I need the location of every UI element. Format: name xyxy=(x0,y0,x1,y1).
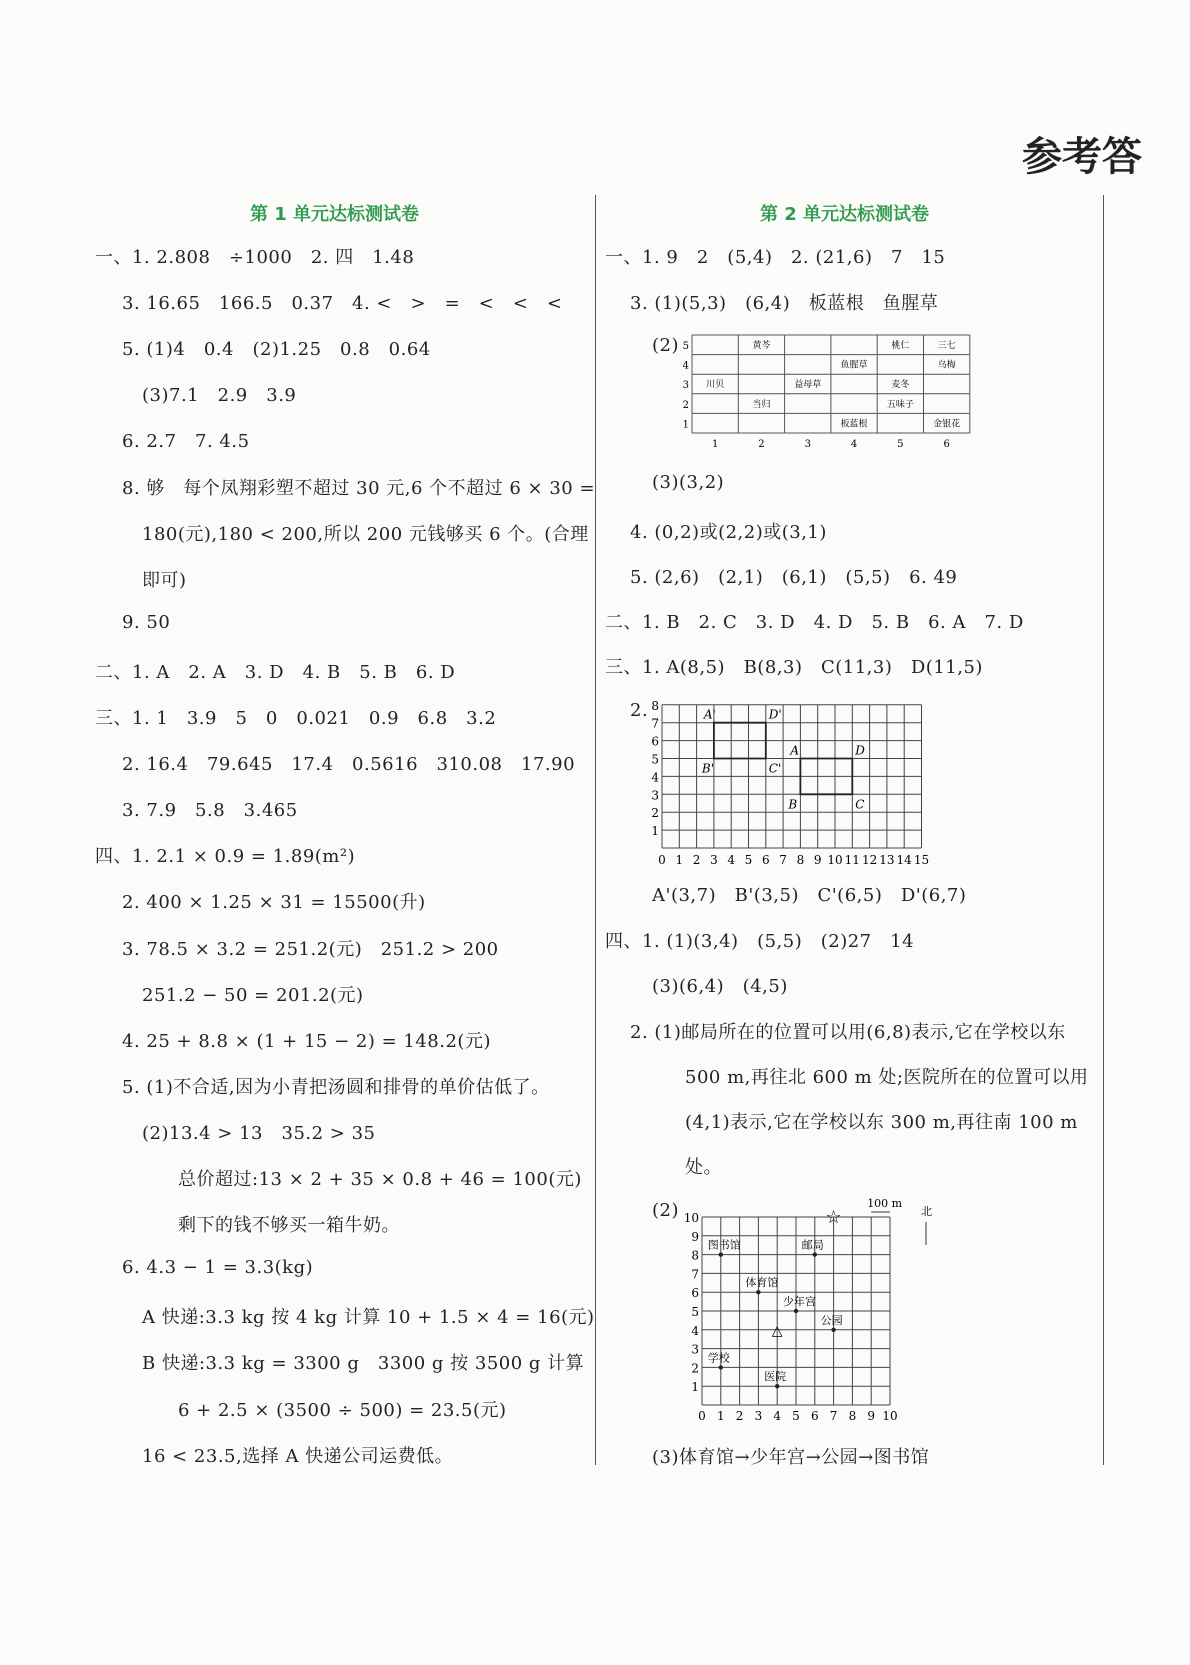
y-tick: 7 xyxy=(691,1267,699,1282)
answer-line: 180(元),180 < 200,所以 200 元钱够买 6 个。(合理 xyxy=(142,523,589,545)
row-label: 1 xyxy=(682,419,689,431)
table-cell: 麦冬 xyxy=(891,380,910,391)
vertex-label: B xyxy=(788,797,798,812)
triangle-icon: △ xyxy=(771,1322,783,1339)
map-point xyxy=(813,1252,817,1256)
x-tick: 4 xyxy=(727,853,736,867)
map-point xyxy=(831,1328,835,1332)
row-label: 2 xyxy=(682,399,689,411)
answer-line: 16 < 23.5,选择 A 快递公司运费低。 xyxy=(142,1445,454,1467)
answer-line: 5. (1)不合适,因为小青把汤圆和排骨的单价估低了。 xyxy=(122,1076,550,1098)
row-label: 4 xyxy=(682,360,689,372)
y-tick: 2 xyxy=(691,1361,699,1376)
x-tick: 1 xyxy=(675,853,684,867)
x-tick: 3 xyxy=(710,853,718,867)
answer-line: 2. (1)邮局所在的位置可以用(6,8)表示,它在学校以东 xyxy=(630,1022,1066,1043)
x-tick: 11 xyxy=(844,853,860,867)
x-tick: 0 xyxy=(698,1409,706,1423)
y-tick: 6 xyxy=(651,734,659,749)
answer-line: 3. 78.5 × 3.2 = 251.2(元) 251.2 > 200 xyxy=(122,938,499,960)
answer-line: (3)体育馆→少年宫→公园→图书馆 xyxy=(652,1447,930,1468)
col-label: 6 xyxy=(943,439,950,450)
left-section-title: 第 1 单元达标测试卷 xyxy=(250,204,420,225)
answer-line: 5. (2,6) (2,1) (6,1) (5,5) 6. 49 xyxy=(630,567,958,588)
x-tick: 15 xyxy=(913,853,930,867)
table-label: (2) xyxy=(652,335,679,356)
map-point-label: 图书馆 xyxy=(707,1238,741,1252)
map-point-label: 体育馆 xyxy=(745,1276,779,1290)
answer-line: 6. 2.7 7. 4.5 xyxy=(122,431,250,453)
table-cell: 三七 xyxy=(937,341,956,351)
answer-line: (4,1)表示,它在学校以东 300 m,再往南 100 m xyxy=(685,1112,1078,1133)
star-icon: ☆ xyxy=(825,1207,842,1228)
x-tick: 8 xyxy=(796,853,805,867)
answer-line: 剩下的钱不够买一箱牛奶。 xyxy=(178,1215,400,1237)
vertex-label: C' xyxy=(768,761,782,776)
answer-line: 3. (1)(5,3) (6,4) 板蓝根 鱼腥草 xyxy=(630,293,939,314)
map-point xyxy=(756,1290,760,1294)
y-tick: 1 xyxy=(691,1380,699,1395)
x-tick: 2 xyxy=(735,1409,744,1423)
x-tick: 8 xyxy=(848,1409,857,1423)
map-point xyxy=(794,1309,798,1313)
y-tick: 5 xyxy=(691,1305,699,1319)
answer-line: 三、1. 1 3.9 5 0 0.021 0.9 6.8 3.2 xyxy=(95,708,497,729)
y-tick: 8 xyxy=(691,1248,699,1263)
north-label: 北 xyxy=(921,1205,932,1218)
table-cell: 金银花 xyxy=(933,419,961,430)
answer-line: 3. 7.9 5.8 3.465 xyxy=(122,800,298,822)
map-point-label: 公园 xyxy=(820,1313,843,1327)
table-cell: 板蓝根 xyxy=(840,419,868,430)
answer-line: (3)(3,2) xyxy=(652,472,725,493)
answer-line: 处。 xyxy=(685,1157,722,1178)
answer-line: B 快递:3.3 kg = 3300 g 3300 g 按 3500 g 计算 xyxy=(142,1353,585,1375)
vertex-label: C xyxy=(855,797,865,812)
y-tick: 8 xyxy=(651,698,659,713)
x-tick: 9 xyxy=(867,1409,876,1423)
x-tick: 7 xyxy=(779,853,787,867)
map-point-label: 邮局 xyxy=(801,1238,824,1252)
table-cell: 益母草 xyxy=(794,380,822,391)
map-point-label: 少年宫 xyxy=(783,1295,816,1308)
answer-line: (3)7.1 2.9 3.9 xyxy=(142,385,297,407)
x-tick: 3 xyxy=(754,1409,763,1423)
answer-line: 4. (0,2)或(2,2)或(3,1) xyxy=(630,522,827,543)
table-cell: 桃仁 xyxy=(891,341,910,351)
col-label: 4 xyxy=(850,439,858,450)
x-tick: 5 xyxy=(744,853,753,867)
map-point-label: 医院 xyxy=(764,1370,787,1384)
x-tick: 13 xyxy=(879,853,895,867)
x-tick: 6 xyxy=(761,853,770,867)
y-tick: 2 xyxy=(651,806,659,821)
x-tick: 5 xyxy=(792,1409,800,1423)
col-label: 3 xyxy=(804,439,811,450)
right-section-title: 第 2 单元达标测试卷 xyxy=(760,204,930,225)
x-tick: 2 xyxy=(692,853,701,867)
answer-line: 二、1. B 2. C 3. D 4. D 5. B 6. A 7. D xyxy=(605,612,1024,633)
answer-line: 3. 16.65 166.5 0.37 4. < > = < < < xyxy=(122,293,563,315)
vertex-label: D xyxy=(855,743,865,758)
column-divider xyxy=(595,195,596,1465)
answer-line: 9. 50 xyxy=(122,611,171,633)
y-tick: 4 xyxy=(651,770,659,785)
vertex-label: B' xyxy=(701,761,715,776)
grid-label: (2) xyxy=(652,1200,679,1221)
grid-label: 2. xyxy=(630,700,649,721)
page-title: 参考答 xyxy=(1022,133,1142,180)
vertex-label: A xyxy=(790,743,800,758)
table-cell: 黄芩 xyxy=(752,341,771,351)
answer-line: (2)13.4 > 13 35.2 > 35 xyxy=(142,1122,376,1144)
answer-line: A 快递:3.3 kg 按 4 kg 计算 10 + 1.5 × 4 = 16(元) xyxy=(142,1307,595,1329)
y-tick: 6 xyxy=(691,1286,699,1301)
vertex-label: A' xyxy=(703,707,716,722)
x-tick: 10 xyxy=(882,1409,898,1423)
x-tick: 9 xyxy=(813,853,822,867)
answer-line: 8. 够 每个凤翔彩塑不超过 30 元,6 个不超过 6 × 30 = xyxy=(122,477,596,499)
x-tick: 7 xyxy=(829,1409,838,1423)
table-cell: 五味子 xyxy=(886,399,914,410)
x-tick: 14 xyxy=(896,853,912,867)
answer-line: 三、1. A(8,5) B(8,3) C(11,3) D(11,5) xyxy=(605,657,983,678)
y-tick: 1 xyxy=(651,824,659,839)
x-tick: 1 xyxy=(716,1409,725,1423)
x-tick: 10 xyxy=(827,853,843,867)
vertex-label: D' xyxy=(768,707,782,722)
answer-line: 2. 400 × 1.25 × 31 = 15500(升) xyxy=(122,892,426,914)
map-point-label: 学校 xyxy=(707,1351,730,1365)
answer-line: 251.2 − 50 = 201.2(元) xyxy=(142,984,364,1006)
y-tick: 7 xyxy=(651,716,659,731)
scale-label: 100 m xyxy=(867,1197,903,1210)
answer-line: (3)(6,4) (4,5) xyxy=(652,976,788,997)
y-tick: 4 xyxy=(691,1323,699,1338)
answer-line: 一、1. 2.808 ÷1000 2. 四 1.48 xyxy=(95,247,415,268)
col-label: 1 xyxy=(711,439,719,450)
answer-line: 一、1. 9 2 (5,4) 2. (21,6) 7 15 xyxy=(605,247,946,268)
answer-line: 2. 16.4 79.645 17.4 0.5616 310.08 17.90 xyxy=(122,754,576,776)
column-divider-right xyxy=(1103,195,1104,1465)
map-point xyxy=(719,1252,723,1256)
y-tick: 3 xyxy=(691,1342,699,1357)
table-cell: 乌梅 xyxy=(937,360,956,371)
answer-line: 总价超过:13 × 2 + 35 × 0.8 + 46 = 100(元) xyxy=(178,1169,582,1190)
answer-line: 四、1. (1)(3,4) (5,5) (2)27 14 xyxy=(605,931,915,952)
x-tick: 4 xyxy=(773,1409,782,1423)
col-label: 2 xyxy=(758,439,765,450)
y-tick: 5 xyxy=(651,752,659,767)
row-label: 3 xyxy=(682,380,689,392)
y-tick: 9 xyxy=(691,1229,699,1244)
y-tick: 10 xyxy=(683,1211,699,1225)
x-tick: 0 xyxy=(658,853,666,867)
table-cell: 当归 xyxy=(752,399,771,410)
answer-line: 4. 25 + 8.8 × (1 + 15 − 2) = 148.2(元) xyxy=(122,1030,491,1052)
table-cell: 川贝 xyxy=(706,380,725,391)
x-tick: 6 xyxy=(810,1409,819,1423)
table-cell: 鱼腥草 xyxy=(840,360,868,371)
y-tick: 3 xyxy=(651,788,659,803)
x-tick: 12 xyxy=(861,853,878,867)
answer-line: 6. 4.3 − 1 = 3.3(kg) xyxy=(122,1257,314,1279)
answer-line: 即可) xyxy=(142,569,187,591)
col-label: 5 xyxy=(897,439,904,450)
answer-line: A'(3,7) B'(3,5) C'(6,5) D'(6,7) xyxy=(652,885,967,906)
answer-line: 四、1. 2.1 × 0.9 = 1.89(m²) xyxy=(95,846,356,868)
answer-line: 6 + 2.5 × (3500 ÷ 500) = 23.5(元) xyxy=(178,1399,507,1421)
map-point xyxy=(775,1384,779,1388)
answer-line: 二、1. A 2. A 3. D 4. B 5. B 6. D xyxy=(95,661,456,683)
answer-line: 500 m,再往北 600 m 处;医院所在的位置可以用 xyxy=(685,1067,1089,1088)
row-label: 5 xyxy=(682,341,689,352)
answer-line: 5. (1)4 0.4 (2)1.25 0.8 0.64 xyxy=(122,339,431,361)
map-point xyxy=(719,1365,723,1369)
